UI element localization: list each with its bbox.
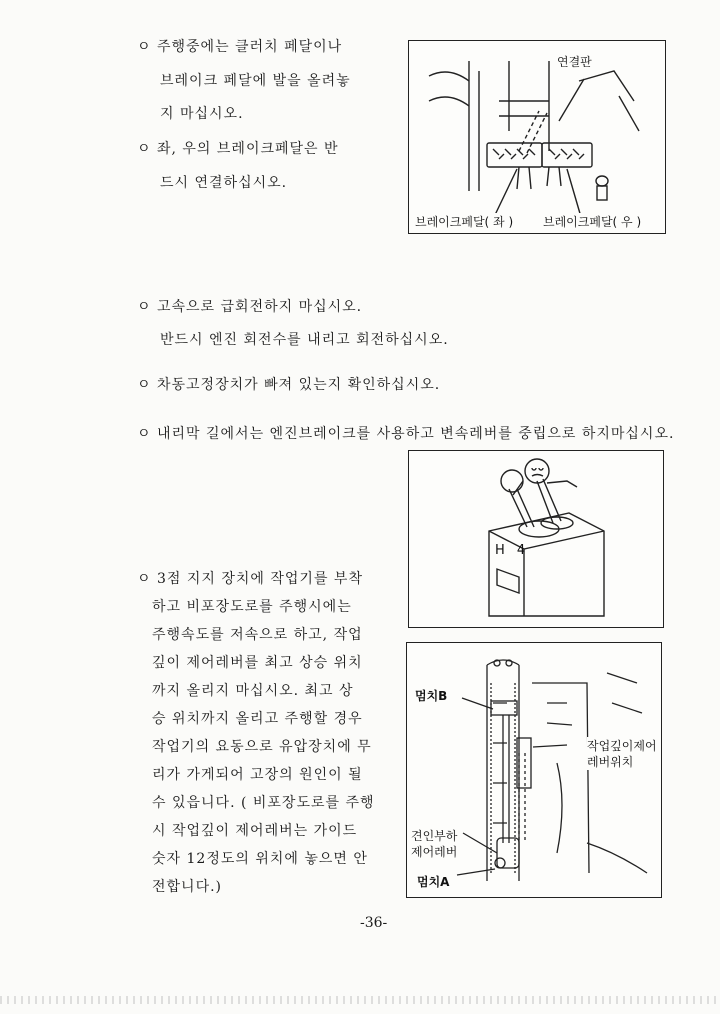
text-line: ㅇ 고속으로 급회전하지 마십시오. <box>137 299 363 315</box>
page-number: -36- <box>360 915 388 931</box>
label-depth-control-1: 작업깊이제어 <box>587 739 657 753</box>
text-line: ㅇ 내리막 길에서는 엔진브레이크를 사용하고 변속레버를 중립으로 하지마십시오. <box>137 426 675 442</box>
shift-display-text: H 4 <box>495 543 530 558</box>
lever-position-figure <box>406 642 662 898</box>
text-line: 하고 비포장도로를 주행시에는 <box>152 599 352 615</box>
label-draft-control-2: 제어레버 <box>411 845 458 859</box>
label-connecting-plate: 연결판 <box>557 55 592 69</box>
text-line: 승 위치까지 올리고 주행할 경우 <box>152 711 363 727</box>
text-line: 수 있읍니다. ( 비포장도로를 주행 <box>152 795 375 811</box>
label-draft-control-1: 견인부하 <box>411 829 458 843</box>
text-line: ㅇ 3점 지지 장치에 작업기를 부착 <box>137 571 363 587</box>
shift-lever-drawing <box>409 451 663 627</box>
text-line: ㅇ 좌, 우의 브레이크페달은 반 <box>137 141 339 157</box>
shift-lever-figure <box>408 450 664 628</box>
text-line: 숫자 12정도의 위치에 놓으면 안 <box>152 851 368 867</box>
text-line: 까지 올리지 마십시오. 최고 상 <box>152 683 354 699</box>
text-line: ㅇ 차동고정장치가 빠져 있는지 확인하십시오. <box>137 377 441 393</box>
text-line: 전합니다.) <box>152 879 223 895</box>
label-stopper-b: 멈치B <box>415 689 448 703</box>
label-stopper-a: 멈치A <box>417 875 450 889</box>
text-line: 반드시 엔진 회전수를 내리고 회전하십시오. <box>160 332 449 348</box>
label-depth-control-2: 레버위치 <box>587 755 634 769</box>
text-line: 브레이크 페달에 발을 올려놓 <box>160 73 351 89</box>
text-line: ㅇ 주행중에는 클러치 페달이나 <box>137 39 343 55</box>
brake-pedal-figure <box>408 40 666 234</box>
text-line: 시 작업깊이 제어레버는 가이드 <box>152 823 358 839</box>
text-line: 주행속도를 저속으로 하고, 작업 <box>152 627 363 643</box>
text-line: 지 마십시오. <box>160 106 244 122</box>
label-brake-right: 브레이크페달( 우 ) <box>543 215 642 229</box>
text-line: 드시 연결하십시오. <box>160 175 288 191</box>
brake-pedal-drawing <box>409 41 665 233</box>
text-line: 작업기의 요동으로 유압장치에 무 <box>152 739 372 755</box>
text-line: 깊이 제어레버를 최고 상승 위치 <box>152 655 363 671</box>
scan-edge-noise <box>0 996 720 1004</box>
text-line: 리가 가게되어 고장의 원인이 될 <box>152 767 363 783</box>
label-brake-left: 브레이크페달( 좌 ) <box>415 215 514 229</box>
